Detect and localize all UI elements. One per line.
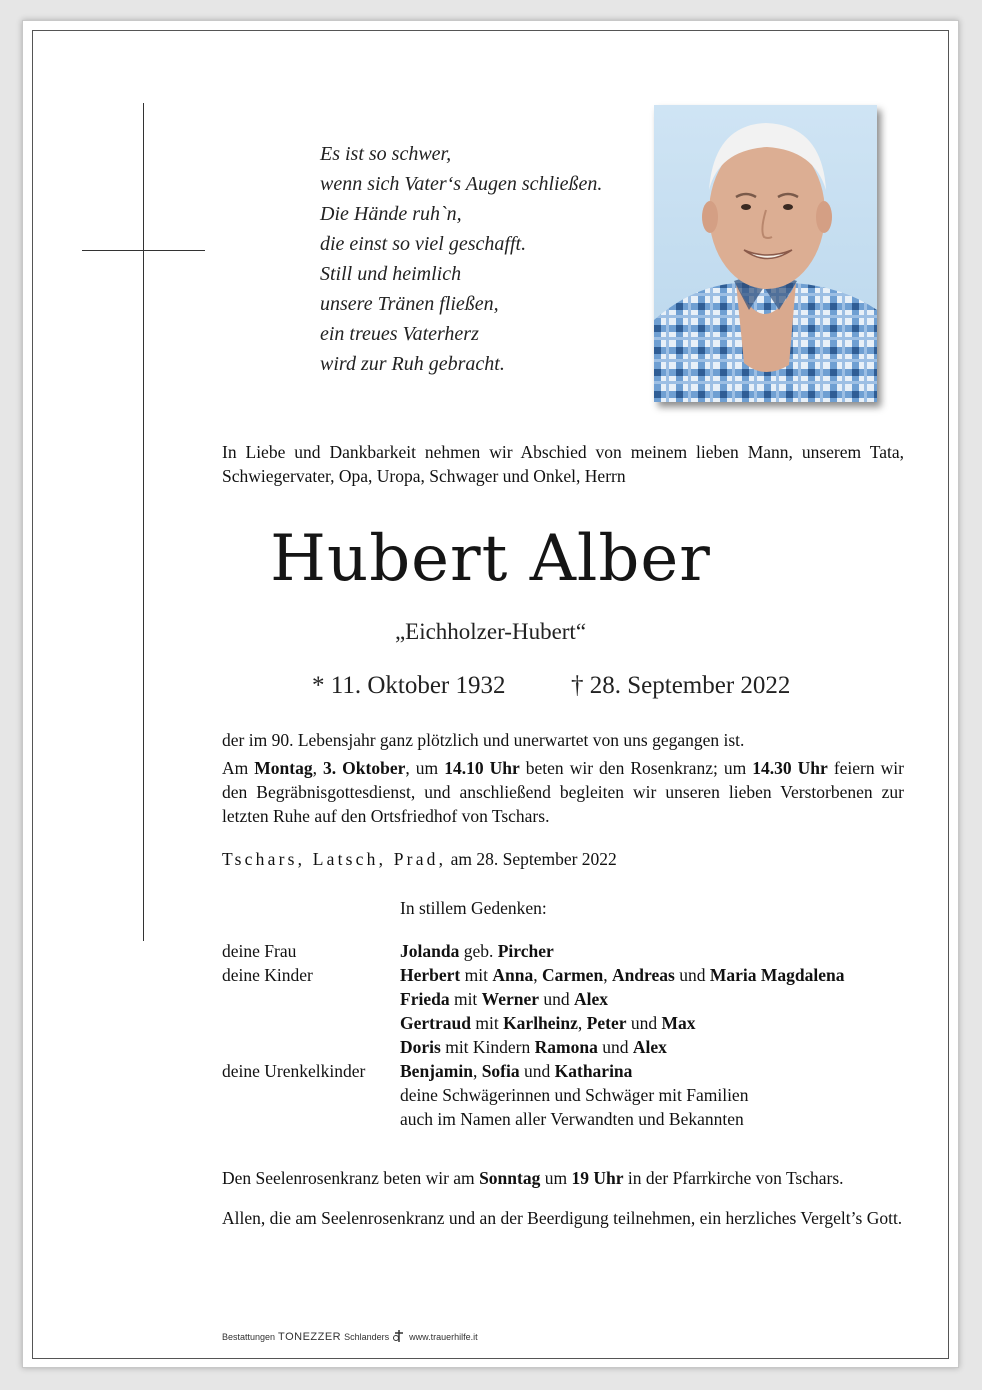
text: und: [674, 965, 710, 985]
portrait-photo: [654, 105, 877, 402]
thanks-text: Allen, die am Seelenrosenkranz und an der Beerdigung teilnehmen, ein herzliches Vergelt’s Gott.: [222, 1208, 903, 1228]
text: und: [539, 989, 575, 1009]
inlaws-text: deine Schwägerinnen und Schwäger mit Familien: [400, 1085, 749, 1105]
family-row: [222, 1035, 844, 1059]
family-row: [222, 963, 844, 987]
family-members: [400, 939, 554, 963]
announcement-date: am 28. September 2022: [446, 849, 617, 869]
footer: [222, 1330, 478, 1344]
poem-line: Still und heimlich: [320, 263, 462, 285]
text: feiern wir den Begräbnisgottesdienst, und anschließend begleiten wir unseren lieben Verstorbenen zur letzten Ruhe auf den Ortsfriedhof von Tschars.: [222, 758, 904, 826]
member-name: Katharina: [554, 1061, 633, 1081]
text: mit: [449, 989, 482, 1009]
obituary-sheet: [22, 20, 959, 1368]
poem-line: wenn sich Vater‘s Augen schließen.: [320, 173, 603, 195]
rosary-text: [222, 1168, 904, 1189]
intro-text: In Liebe und Dankbarkeit nehmen wir Abschied von meinem lieben Mann, unserem Tata, Schwiegervater, Opa, Uropa, Schwager und Onkel, Herrn: [222, 442, 904, 486]
member-name: Benjamin: [400, 1061, 473, 1081]
member-name: Doris: [400, 1037, 441, 1057]
deceased-name: Hubert Alber: [270, 522, 711, 596]
text: ,: [472, 1061, 482, 1081]
member-name: Andreas: [611, 965, 675, 985]
footer-url[interactable]: www.trauerhilfe.it: [409, 1332, 478, 1342]
text: geb.: [459, 941, 498, 961]
family-row: [222, 1083, 844, 1107]
text: mit Kindern: [440, 1037, 535, 1057]
text: ,: [603, 965, 612, 985]
family-row: [222, 987, 844, 1011]
poem-line: wird zur Ruh gebracht.: [320, 353, 505, 375]
member-name: Alex: [574, 989, 609, 1009]
text: beten wir den Rosenkranz; um: [519, 758, 753, 778]
family-members: [400, 1059, 632, 1083]
member-name: Alex: [632, 1037, 667, 1057]
towns: Tschars, Latsch, Prad,: [222, 849, 447, 869]
family-label: deine Urenkelkinder: [222, 1061, 366, 1081]
rosary-time: 14.10 Uhr: [444, 758, 520, 778]
member-name: Max: [661, 1013, 696, 1033]
family-label: [222, 1107, 400, 1131]
text: mit: [470, 1013, 504, 1033]
text: und: [597, 1037, 633, 1057]
poem-line: Die Hände ruh`n,: [320, 203, 462, 225]
member-name: Gertraud: [400, 1013, 471, 1033]
poem-line: ein treues Vaterherz: [320, 323, 479, 345]
family-members: [400, 987, 608, 1011]
text: um: [540, 1168, 572, 1188]
family-label: [222, 1035, 400, 1059]
birth-date: * 11. Oktober 1932: [312, 672, 506, 699]
text: Am: [222, 758, 255, 778]
funeral-day: Montag: [254, 758, 313, 778]
family-row: [222, 939, 844, 963]
text: ,: [577, 1013, 587, 1033]
family-members: [400, 1035, 667, 1059]
footer-town: Schlanders: [344, 1332, 390, 1342]
death-date: † 28. September 2022: [571, 672, 791, 699]
funeral-date: 3. Oktober: [323, 758, 406, 778]
mass-time: 14.30 Uhr: [752, 758, 828, 778]
member-name: Maria Magdalena: [709, 965, 845, 985]
poem-line: Es ist so schwer,: [320, 143, 452, 165]
family-members: [400, 963, 844, 987]
in-memory-heading: In stillem Gedenken:: [400, 898, 547, 918]
rosary-day: Sonntag: [479, 1168, 541, 1188]
text: und: [519, 1061, 555, 1081]
cross-logo-icon: [392, 1330, 406, 1344]
member-name: Carmen: [541, 965, 604, 985]
family-row: [222, 1107, 844, 1131]
funeral-text: [222, 756, 904, 828]
member-name: Anna: [492, 965, 534, 985]
place-and-date: [222, 849, 617, 870]
text: ,: [312, 758, 324, 778]
family-members: [400, 1011, 696, 1035]
member-name: Ramona: [534, 1037, 598, 1057]
family-label: deine Kinder: [222, 965, 313, 985]
poem-line: die einst so viel geschafft.: [320, 233, 527, 255]
member-name: Jolanda: [400, 941, 460, 961]
member-name: Peter: [586, 1013, 627, 1033]
family-row: [222, 1011, 844, 1035]
passing-text: der im 90. Lebensjahr ganz plötzlich und unerwartet von uns gegangen ist.: [222, 730, 745, 750]
family-row: [222, 1059, 844, 1083]
member-name: Frieda: [400, 989, 450, 1009]
member-name: Pircher: [497, 941, 554, 961]
text: Den Seelenrosenkranz beten wir am: [222, 1168, 480, 1188]
relatives-text: auch im Namen aller Verwandten und Bekannten: [400, 1109, 744, 1129]
poem-line: unsere Tränen fließen,: [320, 293, 499, 315]
nickname: „Eichholzer-Hubert“: [394, 619, 587, 644]
member-name: Werner: [481, 989, 540, 1009]
family-list: [222, 939, 844, 1131]
member-name: Herbert: [400, 965, 461, 985]
member-name: Sofia: [481, 1061, 520, 1081]
text: ,: [533, 965, 542, 985]
portrait-illustration: [654, 105, 877, 402]
member-name: Karlheinz: [503, 1013, 578, 1033]
family-label: deine Frau: [222, 941, 297, 961]
poem: [320, 139, 602, 379]
family-label: [222, 1011, 400, 1035]
text: mit: [460, 965, 493, 985]
family-label: [222, 1083, 400, 1107]
footer-brand: TONEZZER: [278, 1331, 342, 1343]
rosary-time: 19 Uhr: [571, 1168, 624, 1188]
cross-horizontal-bar: [82, 250, 205, 251]
text: in der Pfarrkirche von Tschars.: [623, 1168, 844, 1188]
family-label: [222, 987, 400, 1011]
footer-prefix: Bestattungen: [222, 1332, 276, 1342]
text: , um: [405, 758, 445, 778]
text: und: [626, 1013, 662, 1033]
